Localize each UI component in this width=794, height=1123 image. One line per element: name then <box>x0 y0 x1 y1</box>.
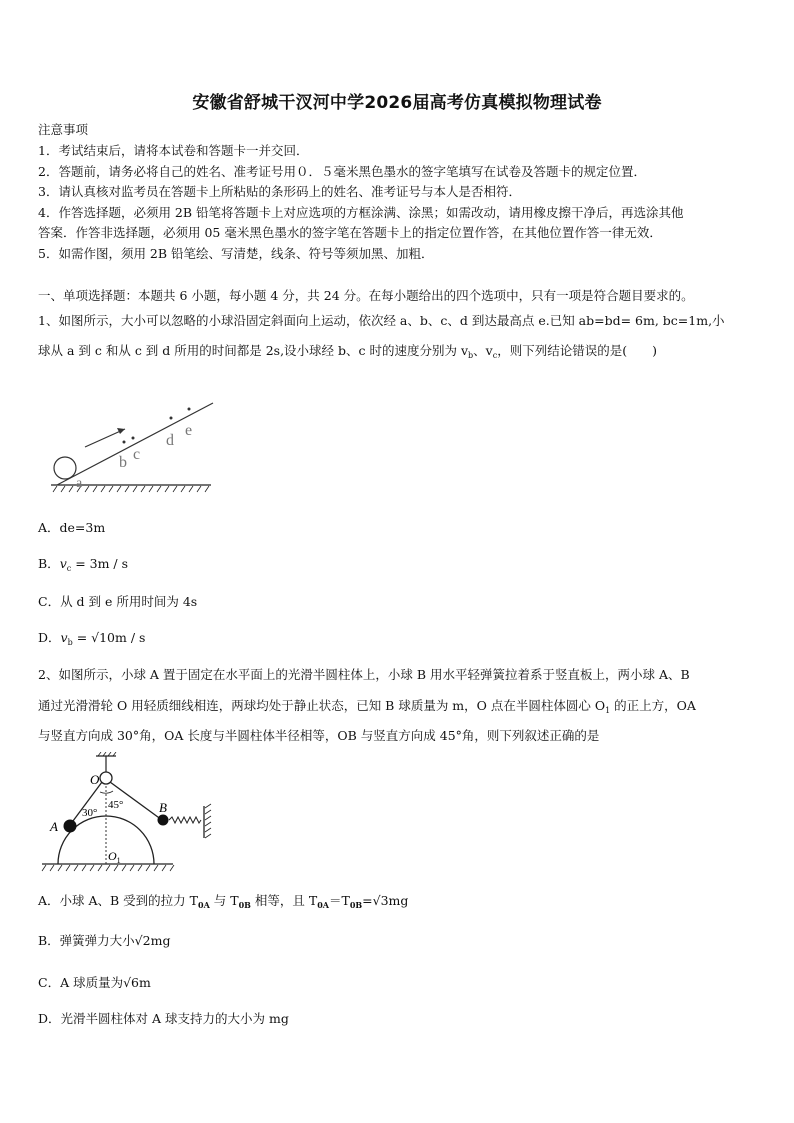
label-d: d <box>166 432 174 449</box>
q1-sub-c: c <box>492 351 498 360</box>
q1-stem-line1: 1、如图所示，大小可以忽略的小球沿固定斜面向上运动，依次经 a、b、c、d 到达最高点 e.已知 ab=bd= 6m, bc=1m,小 <box>38 313 725 328</box>
q1-stem-text: 球从 a 到 c 和从 c 到 d 所用的时间都是 2s,设小球经 b、c 时的速度分别为 v <box>38 343 469 358</box>
notice-heading: 注意事项 <box>38 122 89 137</box>
q1-stem-mid: 、v <box>473 343 493 358</box>
page-title: 安徽省舒城干汊河中学2026届高考仿真模拟物理试卷 <box>192 93 602 113</box>
q2-option-a-mid: 与 T <box>209 893 239 908</box>
q2-option-a-sub1: 0A <box>198 900 210 910</box>
q1-option-d <box>38 630 145 651</box>
q1-stem-line2 <box>38 343 657 364</box>
ball <box>54 457 76 479</box>
label-45deg: 45° <box>108 799 124 811</box>
label-30deg: 30° <box>82 807 98 819</box>
label-o1-sub: 1 <box>116 856 121 865</box>
q2-option-c: C．A 球质量为√6m <box>38 975 151 990</box>
notice-item-3: 3．请认真核对监考员在答题卡上所粘贴的条形码上的姓名、准考证号与本人是否相符． <box>38 184 521 199</box>
label-e: e <box>185 422 193 439</box>
label-b: b <box>119 454 127 471</box>
q1-option-d-prefix: D． <box>38 630 61 645</box>
section-heading: 一、单项选择题：本题共 6 小题，每小题 4 分，共 24 分。在每小题给出的四个选项中，只有一项是符合题目要求的。 <box>38 288 694 303</box>
ball-b <box>158 815 169 826</box>
spring <box>169 817 201 823</box>
q1-sub-b: b <box>468 351 474 360</box>
q2-option-a-mid3: ＝T <box>328 893 350 908</box>
q2-stem-line3: 与竖直方向成 30°角，OA 长度与半圆柱体半径相等，OB 与竖直方向成 45°角，则下列叙述正确的是 <box>38 728 600 743</box>
q2-stem-line2 <box>38 698 696 719</box>
label-o: O <box>90 772 100 787</box>
q2-stem-end: 的正上方，OA <box>610 698 696 713</box>
q1-option-b-value: = 3m / s <box>71 556 129 571</box>
notice-item-4-cont: 答案．作答非选择题，必须用 05 毫米黑色墨水的签字笔在答题卡上的指定位置作答，在其他位置作答一律无效． <box>38 225 662 240</box>
q2-option-a-text: A．小球 A、B 受到的拉力 T <box>38 893 198 908</box>
q2-option-d: D．光滑半圆柱体对 A 球支持力的大小为 mg <box>38 1011 289 1026</box>
q1-incline-figure <box>45 395 215 495</box>
q1-stem-end: ，则下列结论错误的是( ) <box>497 343 657 358</box>
incline-line <box>57 403 213 485</box>
arrowhead <box>117 428 125 434</box>
q1-option-d-sub: b <box>67 638 73 647</box>
q1-option-c: C．从 d 到 e 所用时间为 4s <box>38 594 198 609</box>
q1-option-b <box>38 556 128 577</box>
base-hatch <box>42 865 174 871</box>
label-a: A <box>50 819 58 834</box>
q2-option-b: B．弹簧弹力大小√2mg <box>38 933 171 948</box>
q2-option-a-sub3: 0A <box>317 900 329 910</box>
q2-cylinder-figure <box>38 752 223 874</box>
q1-option-b-v: v <box>59 556 67 571</box>
label-c: c <box>133 446 141 463</box>
q2-option-a-end: =√3mg <box>362 893 409 908</box>
q1-option-d-v: v <box>60 630 68 645</box>
q1-option-d-value: = √10m / s <box>72 630 146 645</box>
q2-stem-line1: 2、如图所示，小球 A 置于固定在水平面上的光滑半圆柱体上，小球 B 用水平轻弹簧拉着系于竖直板上，两小球 A、B <box>38 667 690 682</box>
point-e <box>188 408 191 411</box>
q2-option-a-mid2: 相等，且 T <box>250 893 318 908</box>
q1-option-b-prefix: B． <box>38 556 60 571</box>
label-o1-main: O <box>108 849 117 863</box>
q2-option-a-sub4: 0B <box>349 900 363 910</box>
label-o1 <box>108 849 121 865</box>
notice-item-4: 4．作答选择题，必须用 2B 铅笔将答题卡上对应选项的方框涂满、涂黑；如需改动，请用橡皮擦干净后，再选涂其他 <box>38 205 684 220</box>
wall-hatch <box>205 804 211 838</box>
notice-item-1: 1．考试结束后，请将本试卷和答题卡一并交回． <box>38 143 309 158</box>
point-d <box>170 417 173 420</box>
notice-item-2: 2．答题前，请务必将自己的姓名、准考证号用０．５毫米黑色墨水的签字笔填写在试卷及答题卡的规定位置． <box>38 164 646 179</box>
q2-sub-1: 1 <box>605 706 611 715</box>
q2-option-a-sub2: 0B <box>238 900 251 910</box>
ball-a <box>64 820 77 833</box>
q1-option-b-sub: c <box>66 564 72 573</box>
point-b <box>123 441 126 444</box>
notice-item-5: 5．如需作图，须用 2B 铅笔绘、写清楚，线条、符号等须加黑、加粗． <box>38 246 434 261</box>
q2-stem-text: 通过光滑滑轮 O 用轻质细线相连，两球均处于静止状态，已知 B 球质量为 m，O 点在半圆柱体圆心 O <box>38 698 606 713</box>
point-c <box>132 437 135 440</box>
q1-option-a: A．de=3m <box>38 520 106 535</box>
q2-option-a <box>38 893 408 913</box>
label-b: B <box>159 800 167 815</box>
label-a: a <box>76 476 83 491</box>
